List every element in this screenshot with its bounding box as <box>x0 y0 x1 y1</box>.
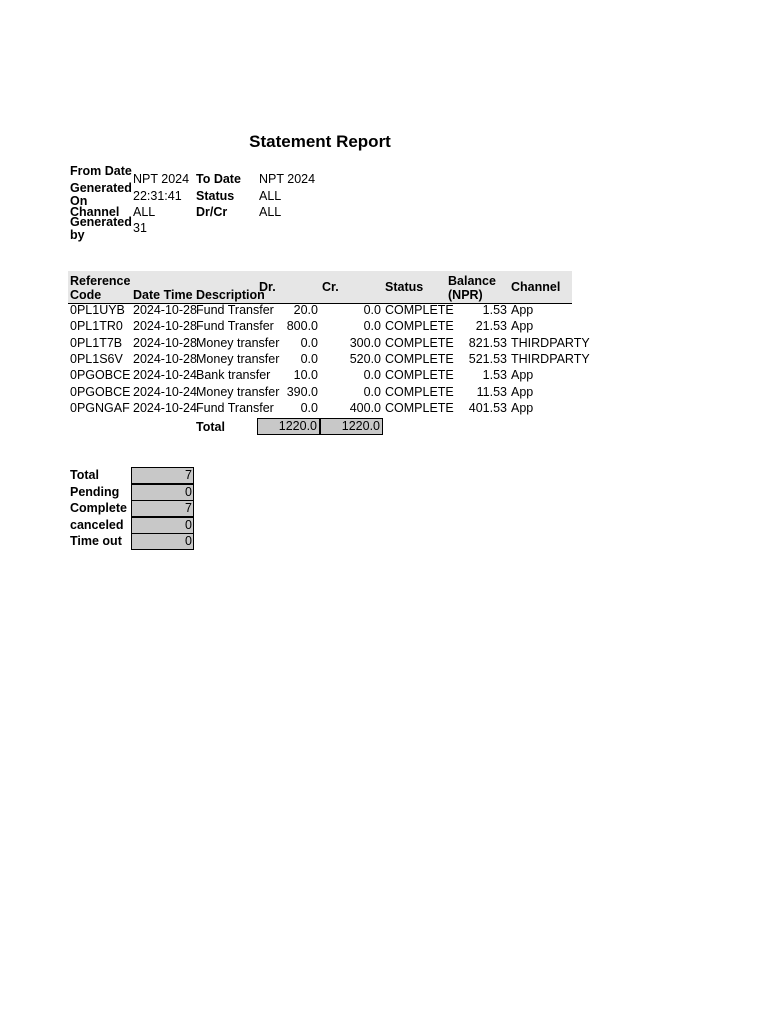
cell-balance: 401.53 <box>468 400 507 415</box>
cell-reference-code: 0PL1S6V <box>70 351 123 366</box>
cell-description: Fund Transfer <box>196 303 274 317</box>
from-date-label: From Date <box>70 164 132 178</box>
cell-channel: App <box>511 303 534 317</box>
cell-channel: App <box>511 384 534 399</box>
summary-label: Total <box>70 468 99 482</box>
cell-status: COMPLETE <box>385 368 454 383</box>
cell-dr: 20.0 <box>293 303 318 317</box>
channel-value: ALL <box>133 205 156 219</box>
cell-balance: 1.53 <box>482 368 507 383</box>
cell-channel: THIRDPARTY <box>511 351 590 366</box>
cell-channel: App <box>511 400 534 415</box>
summary-value: 7 <box>131 467 194 484</box>
cell-description: Money transfer <box>196 384 280 399</box>
cell-date-time: 2024-10-24 <box>133 384 197 399</box>
cell-date-time: 2024-10-28 <box>133 335 197 350</box>
cell-reference-code: 0PL1TR0 <box>70 319 123 334</box>
status-label: Status <box>196 189 235 203</box>
cell-status: COMPLETE <box>385 384 454 399</box>
column-header-status: Status <box>385 280 424 294</box>
generated-by-label: Generated by <box>70 215 132 242</box>
summary-label: Complete <box>70 501 127 515</box>
cell-date-time: 2024-10-28 <box>133 319 197 334</box>
column-header-date-time: Date Time <box>133 288 193 302</box>
drcr-value: ALL <box>259 205 282 219</box>
cell-description: Money transfer <box>196 351 280 366</box>
summary-label: Time out <box>70 534 122 548</box>
summary-label: canceled <box>70 517 124 532</box>
cell-status: COMPLETE <box>385 351 454 366</box>
generated-on-value: 22:31:41 <box>133 189 182 203</box>
cell-balance: 21.53 <box>475 319 507 334</box>
cell-dr: 0.0 <box>300 335 318 350</box>
summary-value: 0 <box>131 484 194 501</box>
column-header-description: Description <box>196 288 265 302</box>
cell-status: COMPLETE <box>385 319 454 334</box>
cell-cr: 0.0 <box>363 319 381 334</box>
cell-cr: 520.0 <box>349 351 381 366</box>
cell-description: Fund Transfer <box>196 400 274 415</box>
cell-date-time: 2024-10-28 <box>133 303 197 317</box>
cell-reference-code: 0PL1UYB <box>70 303 125 317</box>
column-header-balance: Balance (NPR) <box>448 274 496 302</box>
cell-status: COMPLETE <box>385 400 454 415</box>
cell-reference-code: 0PGOBCE <box>70 384 131 399</box>
from-date-value: NPT 2024 <box>133 172 190 186</box>
total-cr: 1220.0 <box>320 418 383 435</box>
cell-dr: 0.0 <box>300 351 318 366</box>
cell-balance: 821.53 <box>468 335 507 350</box>
summary-value: 0 <box>131 517 194 534</box>
cell-description: Money transfer <box>196 335 280 350</box>
channel-label: Channel <box>70 205 120 219</box>
cell-description: Fund Transfer <box>196 319 274 334</box>
cell-reference-code: 0PGOBCE <box>70 368 131 383</box>
summary-label: Pending <box>70 484 120 499</box>
cell-dr: 390.0 <box>286 384 318 399</box>
column-header-channel: Channel <box>511 280 561 294</box>
column-header-dr: Dr. <box>259 280 276 294</box>
cell-channel: THIRDPARTY <box>511 335 590 350</box>
cell-status: COMPLETE <box>385 335 454 350</box>
cell-balance: 11.53 <box>476 384 507 399</box>
cell-reference-code: 0PL1T7B <box>70 335 123 350</box>
generated-on-label: Generated On <box>70 181 132 208</box>
status-value: ALL <box>259 189 282 203</box>
column-header-cr: Cr. <box>322 280 339 294</box>
cell-date-time: 2024-10-24 <box>133 368 197 383</box>
cell-dr: 0.0 <box>300 400 318 415</box>
cell-balance: 521.53 <box>468 351 507 366</box>
summary-value: 7 <box>131 500 194 517</box>
total-label: Total <box>196 420 225 434</box>
summary-value: 0 <box>131 533 194 550</box>
cell-status: COMPLETE <box>385 303 454 317</box>
cell-description: Bank transfer <box>196 368 271 383</box>
cell-date-time: 2024-10-28 <box>133 351 197 366</box>
page-title: Statement Report <box>249 132 391 151</box>
total-dr: 1220.0 <box>257 418 320 435</box>
cell-cr: 300.0 <box>349 335 381 350</box>
cell-dr: 800.0 <box>286 319 318 334</box>
column-header-reference-code: Reference Code <box>70 274 131 302</box>
cell-cr: 0.0 <box>363 303 381 317</box>
cell-cr: 0.0 <box>363 368 381 383</box>
cell-cr: 0.0 <box>363 384 381 399</box>
cell-date-time: 2024-10-24 <box>133 400 197 415</box>
cell-cr: 400.0 <box>349 400 381 415</box>
cell-channel: App <box>511 368 534 383</box>
drcr-label: Dr/Cr <box>196 205 228 219</box>
cell-reference-code: 0PGNGAF <box>70 400 130 415</box>
to-date-value: NPT 2024 <box>259 172 316 186</box>
cell-channel: App <box>511 319 534 334</box>
generated-by-value: 31 <box>133 221 147 235</box>
cell-dr: 10.0 <box>293 368 318 383</box>
cell-balance: 1.53 <box>482 303 507 317</box>
to-date-label: To Date <box>196 172 241 186</box>
